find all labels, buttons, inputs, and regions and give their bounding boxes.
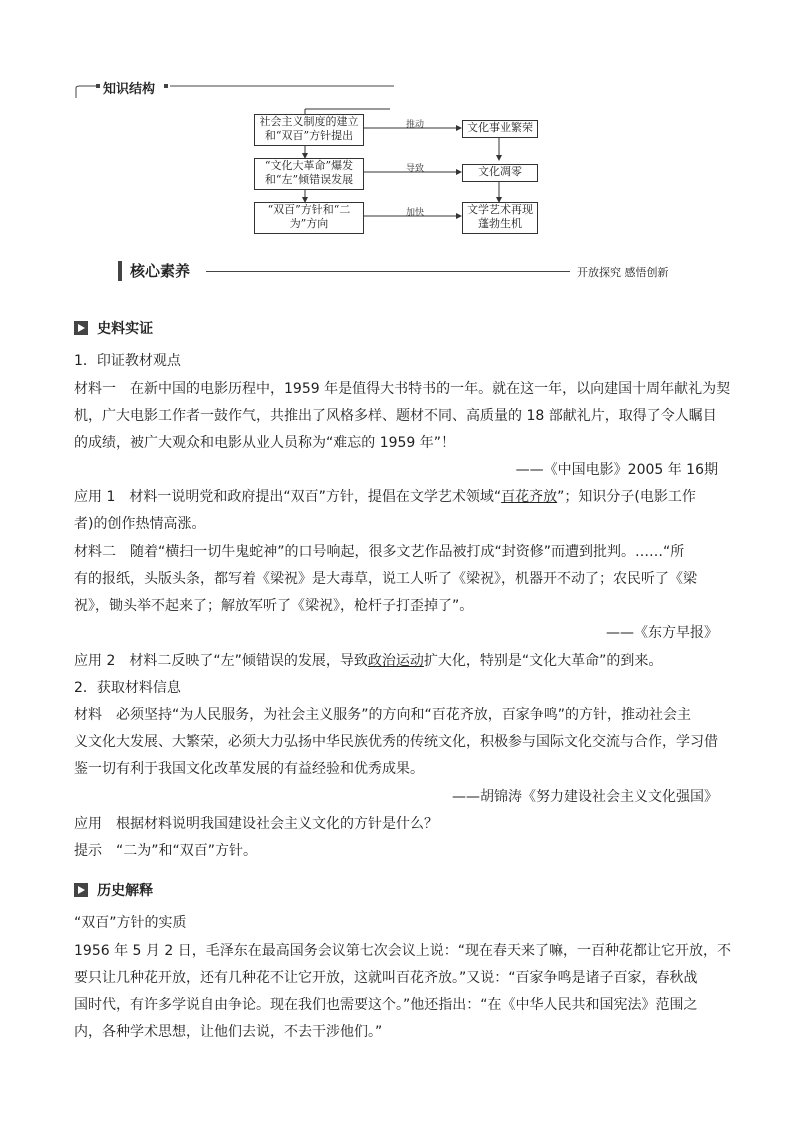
material-1-line-2: 机，广大电影工作者一鼓作气，共推出了风格多样、题材不同、高质量的 18 部献礼片，取得了令人瞩目 — [74, 408, 717, 424]
section-heading-interpretation: 历史解释 — [74, 879, 153, 900]
question: 应用 根据材料说明我国建设社会主义文化的方针是什么？ — [74, 816, 438, 832]
section-heading-evidence: 史料实证 — [74, 317, 153, 338]
flow-box-right-2: 文化凋零 — [462, 164, 538, 182]
flow-box-left-1: 社会主义制度的建立 和“双百”方针提出 — [254, 114, 364, 146]
material-3-source: ——胡锦涛《努力建设社会主义文化强国》 — [452, 789, 718, 805]
flow-box-right-1: 文化事业繁荣 — [462, 120, 538, 138]
arrow-label-2: 导致 — [406, 164, 425, 174]
structure-title: 知识结构 — [103, 82, 156, 97]
material-3-line-2: 义文化大发展、大繁荣，必须大力弘扬中华民族优秀的传统文化，积极参与国际文化交流与合作，学习借 — [74, 734, 718, 750]
material-2-line-3: 祝》，锄头举不起来了；解放军听了《梁祝》，枪杆子打歪掉了”。 — [74, 598, 474, 614]
material-2-line-1: 材料二 随着“横扫一切牛鬼蛇神”的口号响起，很多文艺作品被打成“封资修”而遭到批判。……“所 — [74, 544, 685, 560]
material-1-line-1: 材料一 在新中国的电影历程中，1959 年是值得大书特书的一年。就在这一年，以向建国十周年献礼为契 — [74, 381, 731, 397]
material-1-line-3: 的成绩，被广大观众和电影从业人员称为“难忘的 1959 年”！ — [74, 435, 456, 451]
flow-box-right-3: 文学艺术再现 蓬勃生机 — [462, 202, 538, 234]
play-triangle-icon — [74, 883, 88, 897]
application-1-line-2: 者)的创作热情高涨。 — [74, 516, 206, 532]
hint: 提示 “二为”和“双百”方针。 — [74, 843, 258, 859]
material-2-source: ——《东方早报》 — [606, 625, 718, 641]
material-2-line-2: 有的报纸，头版头条，都写着《梁祝》是大毒草，说工人听了《梁祝》，机器开不动了；农民听了《梁 — [74, 571, 697, 587]
flow-box-left-3: “双百”方针和“二 为”方向 — [254, 202, 364, 234]
core-divider — [206, 271, 570, 272]
material-3-line-1: 材料 必须坚持“为人民服务，为社会主义服务”的方向和“百花齐放，百家争鸣”的方针，推动社会主 — [74, 707, 692, 723]
application-2: 应用 2 材料二反映了“左”倾错误的发展，导致政治运动扩大化，特别是“文化大革命”的到来。 — [74, 653, 663, 669]
interpretation-subtitle: “双百”方针的实质 — [74, 915, 187, 931]
material-1-source: ——《中国电影》2005 年 16期 — [515, 462, 718, 478]
core-title: 核心素养 — [130, 262, 191, 280]
interpretation-line-1: 1956 年 5 月 2 日，毛泽东在最高国务会议第七次会议上说：“现在春天来了嘛，一百种花都让它开放，不 — [74, 943, 731, 959]
interpretation-line-3: 国时代，有许多学说自由争论。现在我们也需要这个。”他还指出：“在《中华人民共和国宪法》范围之 — [74, 997, 698, 1013]
core-bar — [118, 261, 122, 281]
sub-heading-2: 2．获取材料信息 — [74, 680, 181, 696]
sub-heading-1: 1．印证教材观点 — [74, 353, 181, 369]
flow-box-left-2: “文化大革命”爆发 和“左”倾错误发展 — [254, 158, 364, 190]
interpretation-line-2: 要只让几种花开放，还有几种花不让它开放，这就叫百花齐放。”又说：“百家争鸣是诸子百家，春秋战 — [74, 970, 698, 986]
arrow-label-3: 加快 — [406, 208, 425, 218]
interpretation-line-4: 内，各种学术思想，让他们去说，不去干涉他们。” — [74, 1024, 383, 1040]
arrow-label-1: 推动 — [406, 120, 425, 130]
material-3-line-3: 鉴一切有利于我国文化改革发展的有益经验和优秀成果。 — [74, 761, 424, 777]
core-tagline: 开放探究 感悟创新 — [577, 266, 669, 279]
play-triangle-icon — [74, 321, 88, 335]
application-1-line-1: 应用 1 材料一说明党和政府提出“双百”方针，提倡在文学艺术领域“百花齐放”；知识分子(电影工作 — [74, 489, 696, 505]
